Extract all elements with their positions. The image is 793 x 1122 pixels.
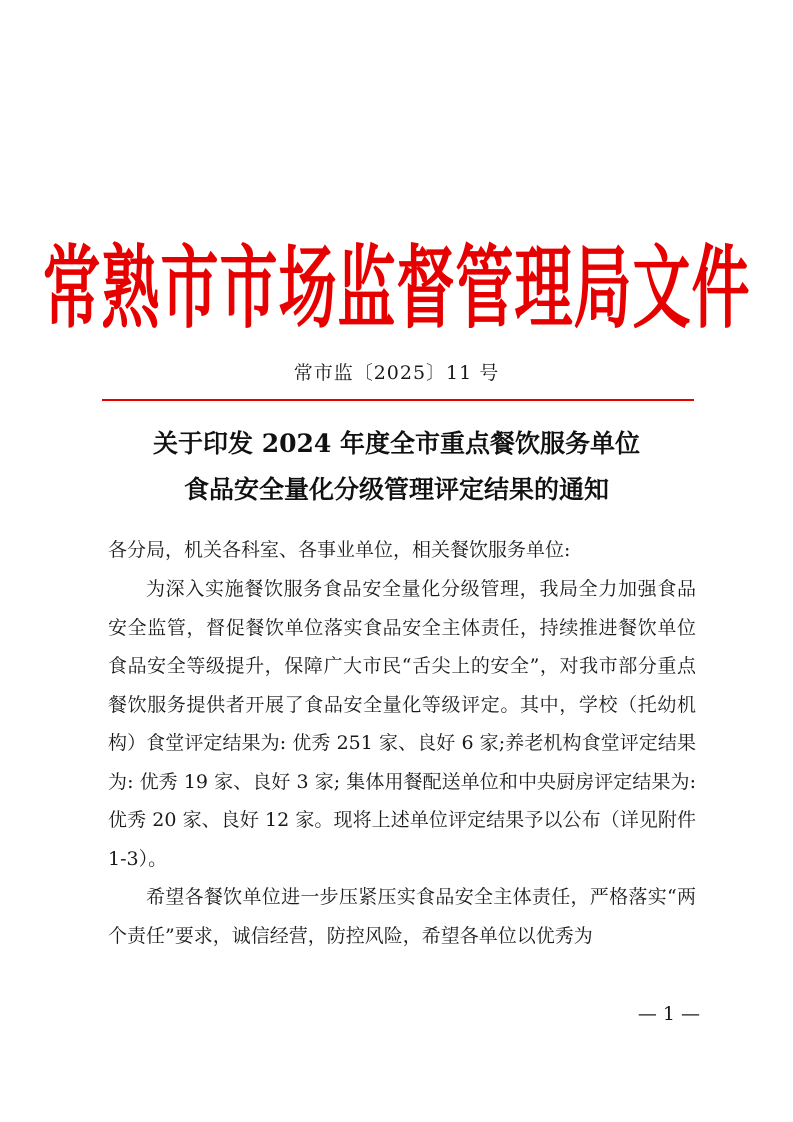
masthead-title: 常熟市市场监督管理局文件 (42, 235, 751, 341)
notice-title-line-2: 食品安全量化分级管理评定结果的通知 (183, 475, 609, 504)
paragraph-1: 为深入实施餐饮服务食品安全量化分级管理，我局全力加强食品安全监管，督促餐饮单位落实食品安全主体责任，持续推进餐饮单位食品安全等级提升，保障广大市民“舌尖上的安全”，对我市部分重点餐饮服务提供者开展了食品安全量化等级评定。其中，学校（托幼机构）食堂评定结果为: 优秀 251 家、良好 6 家;养老机构食堂评定结果为: 优秀 19 家、良好 3 家; 集体用餐配送单位和中央厨房评定结果为: 优秀 20 家、良好 12 家。现将上述单位评定结果予以公布（详见附件 1-3）。 (108, 578, 696, 870)
notice-title-line-1: 关于印发 2024 年度全市重点餐饮服务单位 (153, 429, 640, 458)
red-divider-line (102, 399, 694, 401)
paragraph-2: 希望各餐饮单位进一步压紧压实食品安全主体责任，严格落实“两个责任”要求，诚信经营，防控风险，希望各单位以优秀为 (108, 886, 696, 947)
page-number: — 1 — (637, 1003, 700, 1025)
document-number: 常市监〔2025〕11 号 (293, 362, 500, 384)
salutation: 各分局，机关各科室、各事业单位，相关餐饮服务单位: (108, 539, 571, 561)
